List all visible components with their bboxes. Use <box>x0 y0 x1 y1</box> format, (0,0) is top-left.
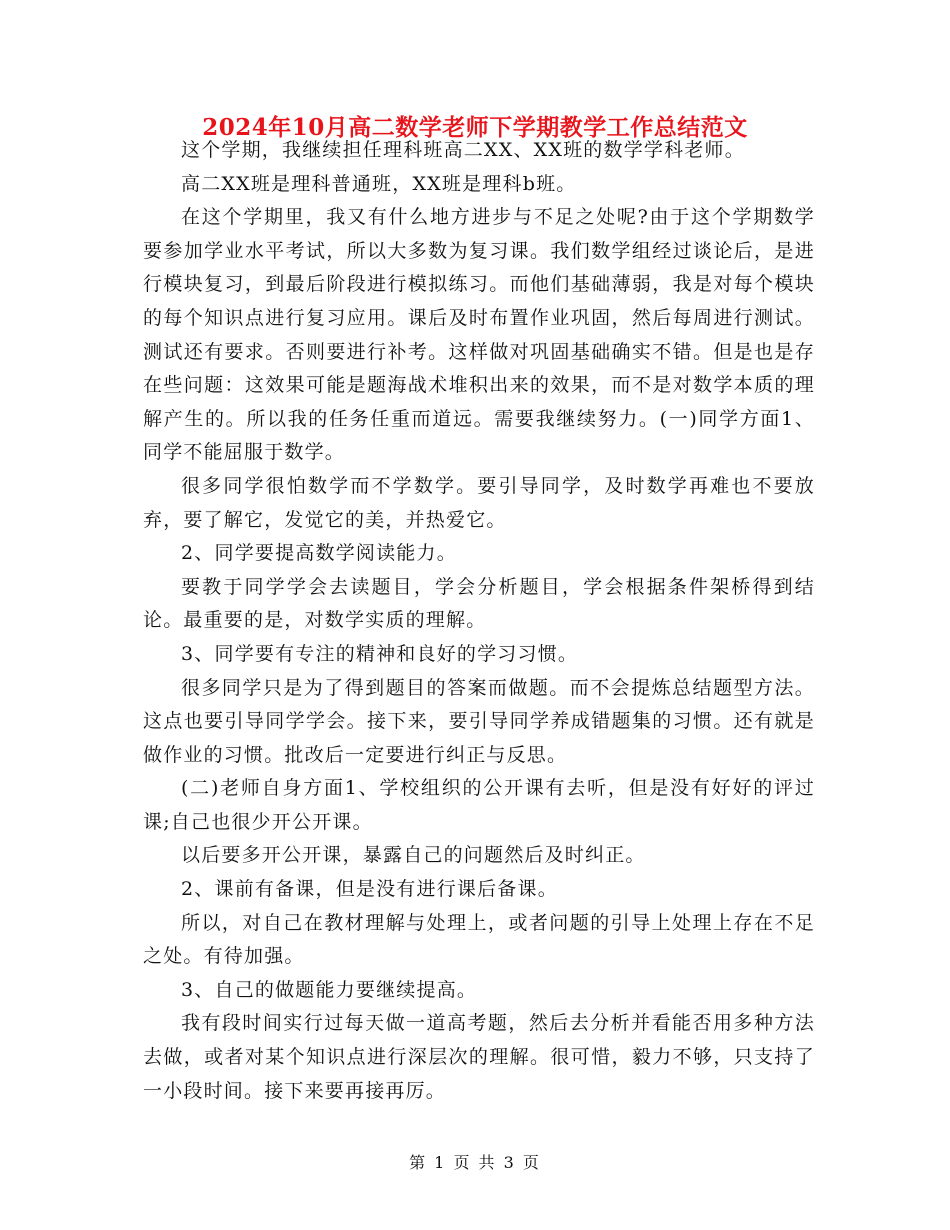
paragraph: 很多同学很怕数学而不学数学。要引导同学，及时数学再难也不要放弃，要了解它，发觉它的美，并热爱它。 <box>143 474 815 531</box>
paragraph: 以后要多开公开课，暴露自己的问题然后及时纠正。 <box>181 844 646 867</box>
paragraph: 高二XX班是理科普通班，XX班是理科b班。 <box>181 172 577 195</box>
paragraph: 所以，对自己在教材理解与处理上，或者问题的引导上处理上存在不足之处。有待加强。 <box>143 911 815 968</box>
paragraph: 3、同学要有专注的精神和良好的学习习惯。 <box>181 642 579 665</box>
page-footer: 第 1 页 共 3 页 <box>409 1153 541 1172</box>
document-body <box>143 134 815 1108</box>
paragraph: 要教于同学学会去读题目，学会分析题目，学会根据条件架桥得到结论。最重要的是，对数学实质的理解。 <box>143 575 815 632</box>
paragraph: 很多同学只是为了得到题目的答案而做题。而不会提炼总结题型方法。这点也要引导同学学会。接下来，要引导同学养成错题集的习惯。还有就是做作业的习惯。批改后一定要进行纠正与反思。 <box>143 676 815 766</box>
document-title: 2024年10月高二数学老师下学期教学工作总结范文 <box>202 114 748 141</box>
paragraph: 2、课前有备课，但是没有进行课后备课。 <box>181 878 558 901</box>
paragraph: (二)老师自身方面1、学校组织的公开课有去听，但是没有好好的评过课;自己也很少开公开课。 <box>143 777 815 833</box>
paragraph: 3、自己的做题能力要继续提高。 <box>181 978 478 1001</box>
paragraph: 在这个学期里，我又有什么地方进步与不足之处呢?由于这个学期数学要参加学业水平考试，所以大多数为复习课。我们数学组经过谈论后，是进行模块复习，到最后阶段进行模拟练习。而他们基础薄弱，我是对每个模块的每个知识点进行复习应用。课后及时布置作业巩固，然后每周进行测试。测试还有要求。否则要进行补考。这样做对巩固基础确实不错。但是也是存在些问题：这效果可能是题海战术堆积出来的效果，而不是对数学本质的理解产生的。所以我的任务任重而道远。需要我继续努力。(一)同学方面1、同学不能屈服于数学。 <box>143 206 815 464</box>
paragraph: 这个学期，我继续担任理科班高二XX、XX班的数学学科老师。 <box>181 139 745 161</box>
paragraph: 2、同学要提高数学阅读能力。 <box>181 542 457 565</box>
paragraph: 我有段时间实行过每天做一道高考题，然后去分析并看能否用多种方法去做，或者对某个知识点进行深层次的理解。很可惜，毅力不够，只支持了一小段时间。接下来要再接再厉。 <box>143 1012 815 1102</box>
